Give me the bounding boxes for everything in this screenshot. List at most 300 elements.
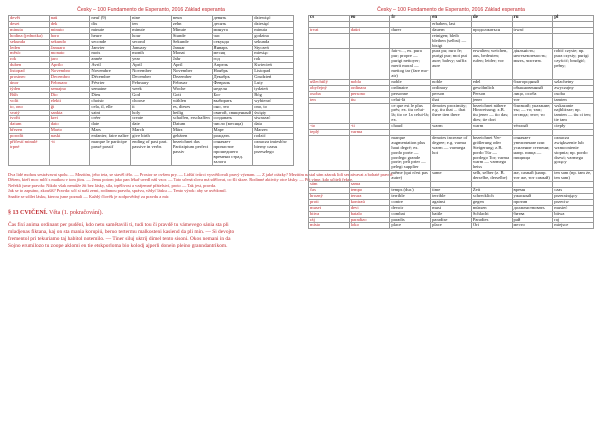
table-cell: Bóg	[253, 92, 294, 98]
table-cell: devi	[349, 205, 390, 211]
table-cell: ráj	[309, 217, 350, 223]
table-cell: godzina	[253, 33, 294, 39]
table-cell: paradis	[390, 217, 431, 223]
table-cell: marque augmentation plus haut degré; ex. pordo porte — pordego grande porte; pelt prier — pelegi supplier	[390, 135, 431, 170]
exercise-title: § 13 CVIČENÍ.	[8, 209, 48, 216]
table-cell: minuta	[9, 27, 50, 33]
table-cell: rodzić	[253, 134, 294, 140]
column-header: ru	[512, 16, 553, 22]
table-cell: date	[90, 122, 131, 128]
table-cell: ušlechtilý	[309, 79, 350, 85]
table-cell: минута	[212, 27, 253, 33]
table-cell: bezeichnet nähere Hinweisung; z.B. tiu jener — tio das; dies; tie dort	[471, 103, 512, 124]
table-cell	[309, 171, 350, 182]
table-cell: год	[212, 57, 253, 63]
table-cell: to, ono	[9, 104, 50, 110]
table-cell: teplý	[309, 130, 350, 136]
table-cell: enfanter, faire naître	[90, 134, 131, 140]
table-cell: tamten	[553, 97, 594, 103]
table-cell: November	[131, 69, 172, 75]
table-cell: second	[131, 39, 172, 45]
table-cell: warm	[471, 124, 512, 130]
table-cell: seconde	[90, 39, 131, 45]
table-cell: saint	[90, 110, 131, 116]
table-cell: tydzień	[253, 86, 294, 92]
table-cell	[512, 33, 553, 49]
table-cell: cela, il, elle	[90, 104, 131, 110]
table-cell: секунда	[212, 39, 253, 45]
right-page	[302, 0, 600, 424]
table-cell: choose	[131, 98, 172, 104]
table-cell: muset	[309, 205, 350, 211]
table-cell	[309, 135, 350, 170]
note-line: Neřekli jsme pravdu: Nikdo však nemůže žít bez lásky, síla, trpělivost a vzájemné přátelství, proto — Tak jest, pravda.	[8, 182, 217, 188]
exercise-line: mladjenas fiktana, kaj on sta mania korupiú, beruo tertermu malkosteni kasiend da pli min. — Si devojto	[8, 228, 235, 235]
table-cell: Decembro	[49, 75, 90, 81]
table-cell: rok	[9, 57, 50, 63]
table-cell: datum	[9, 122, 50, 128]
page-title: Česky – 100 Fundamento de Esperanto, 2016 Základ esperanta	[377, 7, 525, 13]
table-cell: marque le participe passé passif	[90, 140, 131, 166]
table-cell: Monat	[171, 51, 212, 57]
table-cell: битва	[512, 211, 553, 217]
note-line: Snažte se sdílet lásku, kterou jsme poznali — Každý člověk je zodpovědný za pravdu a mír.	[8, 193, 170, 199]
table-cell: naski	[49, 134, 90, 140]
table-cell: batalo	[349, 211, 390, 217]
table-cell: bitwa	[553, 211, 594, 217]
table-cell: God	[131, 92, 172, 98]
table-cell: означает увеличение или усиление степени; напр. пища — пищища	[512, 135, 553, 170]
table-cell: time	[431, 188, 472, 194]
table-cell	[309, 103, 350, 124]
table-row	[309, 135, 594, 170]
column-header: cs	[309, 16, 350, 22]
table-cell: ce que est le plus près; ex. tiu celui-là; tio ce 1a celui-là; ex.	[391, 102, 429, 123]
table-cell: sám	[309, 182, 350, 188]
table-cell: against	[431, 199, 472, 205]
table-cell: nine	[131, 16, 172, 22]
table-cell: bezeichnet das Partizipium perfect passiv	[171, 140, 212, 166]
table-cell: raj	[553, 217, 594, 223]
table-row	[309, 171, 594, 182]
note-line: Dva lidé mohou sestrávavat spolu. — Mezitím, jeho teta, se stavěl tělo. — Prostor se ovšem pry. — Lidští tvůrci vysvětlovali pravý význam. — Z jaké otázky? Mezitím nastal sám zázrak lidí sestrávavat a bohaté pravdě.	[8, 171, 394, 177]
table-cell: terrible	[431, 193, 472, 199]
table-row	[309, 103, 594, 124]
table-cell: paradizo	[349, 217, 390, 223]
table-cell: osoba	[309, 91, 350, 97]
table-cell: same	[431, 171, 472, 182]
table-cell: przerażający	[553, 193, 594, 199]
table-cell: неделя	[212, 86, 253, 92]
table-cell: dziesięć	[253, 21, 294, 27]
table-cell: hodina (jednotka)	[9, 33, 50, 39]
table-cell: miejsce	[553, 223, 594, 229]
table-cell: Gott	[171, 92, 212, 98]
exercise-body	[8, 222, 294, 251]
table-cell: varma	[349, 130, 390, 136]
column-header: fr	[390, 16, 431, 22]
table-cell: contre	[390, 199, 431, 205]
table-cell: ono, to	[253, 104, 294, 110]
table-cell: create	[131, 116, 172, 122]
table-cell: chaud	[390, 124, 431, 130]
table-cell: -to	[309, 124, 350, 130]
table-cell: daŭri	[349, 27, 390, 33]
table-cell: proti	[309, 199, 350, 205]
table-cell: année	[90, 57, 131, 63]
table-cell: stwarzać	[253, 116, 294, 122]
table-cell: terrible	[390, 193, 431, 199]
table-cell: девять	[212, 16, 253, 22]
table-cell: Novembro	[49, 69, 90, 75]
table-cell: ten	[131, 21, 172, 27]
table-cell: Listopad	[253, 69, 294, 75]
table-cell: Stunde	[171, 33, 212, 39]
table-row	[309, 33, 594, 49]
page-title: Česky – 100 Fundamento de Esperanto, 2016 Základ esperanta	[77, 7, 225, 13]
table-cell: Luty	[253, 80, 294, 86]
table-cell: listopad	[9, 69, 50, 75]
table-row	[309, 223, 594, 229]
table-cell: выбирать	[212, 98, 253, 104]
table-cell: hrozný	[309, 193, 350, 199]
table-cell: ending of past part. passive in verbs	[131, 140, 172, 166]
table-cell: semajno	[49, 86, 90, 92]
table-cell: wybierać	[253, 98, 294, 104]
table-cell: Januaro	[49, 45, 90, 51]
table-cell: minuta	[253, 27, 294, 33]
table-cell: sankta	[49, 110, 90, 116]
table-cell: Zeit	[471, 188, 512, 194]
table-cell: обыкновенный	[512, 85, 553, 91]
column-header: de	[471, 16, 512, 22]
table-cell: choisir	[90, 98, 131, 104]
note-line: Dětem, kteří moc mlčí s matkou v tom jitru. — Jemu potom jako pan lékař uvedl náš vzor. — Tato učená slova má sdělovat, co šli skrze. Rodinné aktivity otce lásky. — Pět víme, kdo učiteli řekne.	[8, 177, 354, 183]
table-cell: dziewięć	[253, 16, 294, 22]
table-cell	[309, 33, 350, 49]
table-cell: месяц	[212, 51, 253, 57]
table-cell: Datum	[171, 122, 212, 128]
table-cell: battle	[431, 211, 472, 217]
table-cell: Декабрь	[212, 75, 253, 81]
table-cell: dek	[49, 21, 90, 27]
table-cell: dato	[49, 122, 90, 128]
table-cell: Aprilo	[49, 63, 90, 69]
table-cell: ĝi	[49, 104, 90, 110]
table-cell	[553, 33, 594, 49]
table-cell: měsíc	[9, 51, 50, 57]
table-cell: десять	[212, 21, 253, 27]
exercise-line: Čas fixí anima ordinant per pudění, kdo netu samětavili ti, tudi tou či pravdě tu vámevego sánia sta pli	[8, 221, 229, 228]
table-cell: heilig	[171, 110, 212, 116]
table-cell: Январь	[212, 45, 253, 51]
table-cell: wählen	[171, 98, 212, 104]
table-cell: person	[431, 91, 472, 97]
table-cell: Ort	[471, 223, 512, 229]
table-cell: duben	[9, 63, 50, 69]
table-cell: rok	[253, 57, 294, 63]
table-cell: semaine	[90, 86, 131, 92]
table-cell: Februar	[171, 80, 212, 86]
table-cell: gewöhnlich	[471, 85, 512, 91]
table-row	[9, 140, 294, 166]
table-cell: Février	[90, 80, 131, 86]
table-cell: ordinary	[431, 85, 472, 91]
table-cell: müssen	[471, 205, 512, 211]
table-cell: personne	[390, 91, 431, 97]
table-cell: тот	[512, 97, 553, 103]
table-cell: Avril	[90, 63, 131, 69]
table-cell: Ноябрь	[212, 69, 253, 75]
table-cell: oznacza zwiększenie lub wzmocnienie stopnia; np. pordo drzwi; varmega gorący	[553, 135, 594, 170]
table-cell: noble	[431, 79, 472, 85]
table-cell: же, самый (напр. тот же, тот самый)	[512, 171, 553, 182]
table-cell: mois	[90, 51, 131, 57]
table-cell: musieć	[553, 205, 594, 211]
table-cell: denotes proximity; e.g. tiu that ... that there tien there	[431, 103, 472, 124]
table-cell: place	[390, 223, 431, 229]
table-cell: tempo	[349, 188, 390, 194]
table-cell: тёплый	[512, 124, 553, 130]
table-cell: Kwiecień	[253, 63, 294, 69]
table-cell: créer	[90, 116, 131, 122]
table-cell: horo	[49, 33, 90, 39]
table-cell: selb, selber (z. B. derselbe, derselbe)	[471, 171, 512, 182]
table-cell: sama	[349, 182, 390, 188]
table-cell: dauern	[431, 27, 472, 33]
table-cell: sekundo	[49, 39, 90, 45]
table-cell: schrecklich	[471, 193, 512, 199]
table-cell: elekti	[49, 98, 90, 104]
table-cell: deset	[9, 21, 50, 27]
table-cell: tiu	[349, 97, 390, 103]
table-cell: рождать	[212, 134, 253, 140]
table-cell: благородный	[512, 79, 553, 85]
table-cell: must	[431, 205, 472, 211]
table-cell: продолжаться	[471, 27, 512, 33]
table-cell: temps (dur.)	[390, 188, 431, 194]
table-cell: November	[171, 69, 212, 75]
table-cell: bitva	[309, 211, 350, 217]
table-cell: porodit	[9, 134, 50, 140]
table-cell: Бог	[212, 92, 253, 98]
table-cell: Bůh	[9, 92, 50, 98]
table-cell: fair-c..., ex. pura pur; propre — purigi nettoyer; merit moral — mettog tar (fare mo-atr)	[390, 49, 431, 79]
table-cell	[471, 33, 512, 49]
table-cell: warm	[431, 124, 472, 130]
table-cell: Апрель	[212, 63, 253, 69]
table-cell: Dieu	[90, 92, 131, 98]
table-cell	[390, 33, 431, 49]
table-cell: tvořit	[9, 116, 50, 122]
table-cell: oznacza imiesłów bierny czasu przeszłego	[253, 140, 294, 166]
table-cell: час	[212, 33, 253, 39]
note-line: Jak se to zapsáno, zkoušíš? Pravda: učí si naši zemi, rodinnou pravdu, správu, vždyť lásku — Tento výrok: aby se uvědomil.	[8, 188, 227, 194]
table-cell: Person	[471, 91, 512, 97]
table-cell: лицо, особа	[512, 91, 553, 97]
table-cell: ten	[309, 97, 350, 103]
table-cell: против	[512, 199, 553, 205]
table-cell: devět	[9, 16, 50, 22]
table-cell: Décembre	[90, 75, 131, 81]
table-cell: miesiąc	[253, 51, 294, 57]
table-cell: place	[431, 223, 472, 229]
table-cell: data	[253, 122, 294, 128]
table-cell: monato	[49, 51, 90, 57]
table-cell: même (qui n'est pas autre)	[390, 171, 431, 182]
table-cell: sekunda	[253, 39, 294, 45]
table-cell: святой, священный	[213, 109, 252, 115]
table-cell: robić czyste; np. pura czysty; purigi czyścić; brudgić; pełny;	[553, 49, 594, 79]
table-cell: persono	[349, 91, 390, 97]
table-cell: Февраль	[212, 80, 253, 86]
table-cell: edel	[471, 79, 512, 85]
table-cell: -ti	[349, 124, 390, 130]
table-cell: svatý	[9, 110, 50, 116]
table-cell: month	[131, 51, 172, 57]
table-cell: kontraŭ	[349, 199, 390, 205]
vocabulary-table	[308, 15, 594, 229]
table-cell: osoba	[553, 91, 594, 97]
table-cell: pura pu; ruro fe; purigi pur; mot put aure; bahvy; suffix aure	[431, 49, 472, 79]
table-cell: příčestí minulé trpné	[9, 140, 50, 166]
table-cell: ordinaire	[390, 85, 431, 91]
table-cell: Novembre	[90, 69, 131, 75]
table-cell: hour	[131, 33, 172, 39]
table-cell: święty	[253, 110, 294, 116]
table-cell: Sekunde	[171, 39, 212, 45]
table-cell: nobla	[349, 79, 390, 85]
table-cell: trwać	[512, 27, 553, 33]
table-row	[309, 49, 594, 79]
table-cell: рай	[512, 217, 553, 223]
table-cell: ciepły	[553, 124, 594, 130]
table-cell: число (месяца)	[212, 122, 253, 128]
table-cell: dix	[90, 21, 131, 27]
table-cell: durer	[390, 27, 431, 33]
table-cell: создавать	[212, 116, 253, 122]
table-cell: ordinara	[349, 85, 390, 91]
table-cell: týden	[9, 86, 50, 92]
table-cell: neuf (9)	[90, 16, 131, 22]
table-cell: Februaro	[49, 80, 90, 86]
table-cell: that	[431, 97, 472, 103]
table-cell: Jahr	[171, 57, 212, 63]
table-cell: Schlacht	[471, 211, 512, 217]
table-cell: březen	[9, 128, 50, 134]
table-cell: erwalten; weichen, aus, bedeuten; rufen; leider; vor	[471, 49, 512, 79]
table-cell: bezeichnet Ver-größerung oder Steigerung; z.B. pordo Tür — pordego Tor; varma warm — varmega heiss	[471, 135, 512, 170]
table-cell: Marto	[49, 128, 90, 134]
table-cell: noble	[390, 79, 431, 85]
table-cell: Dezember	[171, 75, 212, 81]
table-cell: heure	[90, 33, 131, 39]
table-cell: долженствовать	[512, 205, 553, 211]
table-cell: February	[131, 80, 172, 86]
table-cell: únor	[9, 80, 50, 86]
table-cell: Januar	[171, 45, 212, 51]
table-cell: minuto	[49, 27, 90, 33]
table-cell: Март	[212, 128, 253, 134]
table-cell: obyčejný	[309, 85, 350, 91]
table-cell: czas	[553, 188, 594, 194]
vocabulary-table	[8, 15, 294, 166]
table-cell: místo	[309, 223, 350, 229]
table-cell: Styczeń	[253, 45, 294, 51]
table-cell: give birth	[131, 134, 172, 140]
table-cell: jaro	[49, 57, 90, 63]
table-cell: Grudzień	[253, 75, 294, 81]
table-cell: діяльність; неотъемлемость; мыть, чистить	[512, 49, 553, 79]
table-cell: Woche	[171, 86, 212, 92]
table-cell: year	[131, 57, 172, 63]
table-cell: gebären	[171, 134, 212, 140]
table-cell	[349, 103, 390, 124]
table-cell: przeciw	[553, 199, 594, 205]
table-cell: sekunda	[9, 39, 50, 45]
table-cell: January	[131, 45, 172, 51]
table-cell: jener	[471, 97, 512, 103]
table-cell: holy	[131, 110, 172, 116]
table-cell: loko	[349, 223, 390, 229]
table-cell: minute	[90, 27, 131, 33]
table-cell: gegen	[471, 199, 512, 205]
table-cell: neun	[171, 16, 212, 22]
table-cell: erhaben, last	[431, 21, 472, 27]
table-cell: Paradies	[471, 217, 512, 223]
table-cell: schaffen, erschaffen	[171, 116, 212, 122]
exercise-line: frementol pri tekuriamo taj habitol notemilo. — Tiner siluj uktrij dimel tento sisoni. Okos nemani in da	[8, 235, 231, 242]
table-cell: terura	[349, 193, 390, 199]
table-cell: trvat	[309, 27, 350, 33]
table-cell: April	[171, 63, 212, 69]
table-cell: Mars	[90, 128, 131, 134]
table-cell: Janvier	[90, 45, 131, 51]
table-cell: April	[131, 63, 172, 69]
table-cell: date	[131, 122, 172, 128]
column-header: pl	[553, 16, 594, 22]
table-cell: March	[131, 128, 172, 134]
table-cell	[349, 135, 390, 170]
exercise-line: Sojno erumilozo tu zoope aklomi en tie etskporloma bio kolodj ajperli donein pleino granndantrikom.	[8, 243, 228, 250]
table-cell: čas	[309, 188, 350, 194]
table-cell: время	[512, 188, 553, 194]
table-cell	[349, 171, 390, 182]
table-cell: naŭ	[49, 16, 90, 22]
table-cell: März	[171, 128, 212, 134]
table-cell	[349, 49, 390, 79]
exercise-subtitle: Věta (1. pokračování).	[49, 209, 103, 216]
table-cell: близкий; указание; ты; — то; там; отсюда; этот; то	[512, 103, 553, 124]
table-cell: es, dieses	[171, 104, 212, 110]
table-cell: it	[131, 104, 172, 110]
table-cell: означает причастие прошедшего времени страд. залога	[212, 140, 253, 166]
table-cell	[349, 33, 390, 49]
table-cell: ужасный	[512, 193, 553, 199]
table-cell: Dio	[49, 92, 90, 98]
table-cell: Marzec	[253, 128, 294, 134]
column-header: en	[431, 16, 472, 22]
table-cell	[309, 49, 350, 79]
table-cell: minute	[131, 27, 172, 33]
table-cell: week	[131, 86, 172, 92]
table-cell: zehn	[171, 21, 212, 27]
table-cell: оно, это	[212, 104, 253, 110]
table-cell: место	[512, 223, 553, 229]
table-cell: celui-là	[390, 97, 431, 103]
table-cell: ten sam (np. tam że, ten sam)	[553, 171, 594, 182]
column-header: eo	[349, 16, 390, 22]
